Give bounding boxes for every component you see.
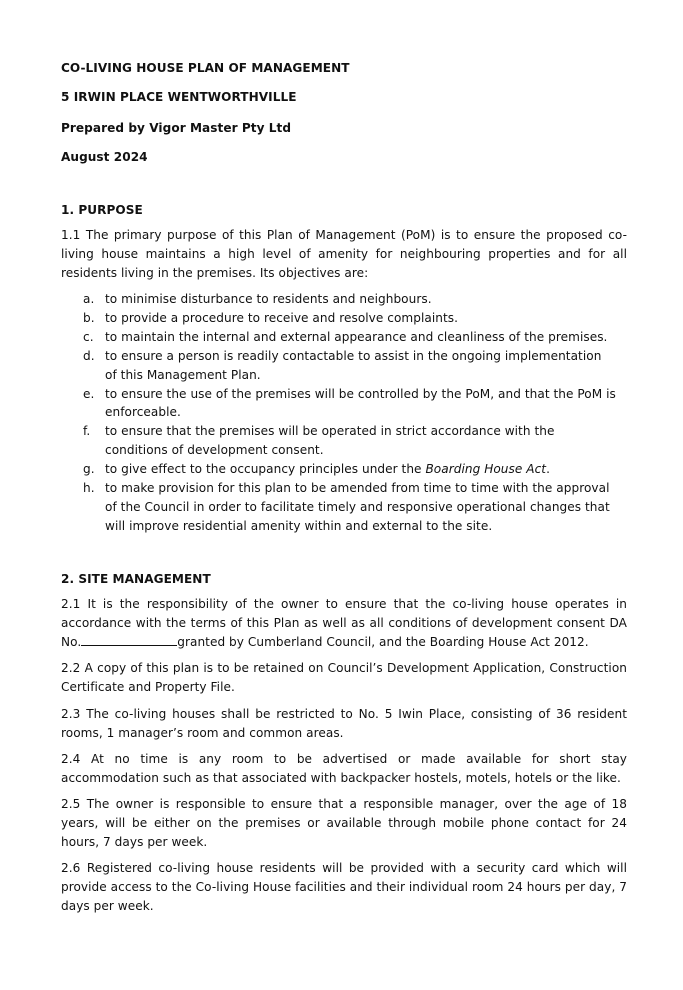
paragraph-2-6: 2.6 Registered co-living house residents will be provided with a security card which will provide access to the Co-living House facilities and their individual room 24 hours per day, 7 days per week. bbox=[61, 861, 627, 913]
paragraph-2-1-start: 2.1 It is the responsibility of the owner to ensure that the co-living house operates in accordance with the terms of this Plan as well as all conditions of development consent DA No. bbox=[61, 597, 627, 649]
section-2-heading: 2. SITE MANAGEMENT bbox=[61, 572, 211, 586]
document-date: August 2024 bbox=[61, 150, 148, 164]
paragraph-2-1-end: granted by Cumberland Council, and the Boarding House Act 2012. bbox=[177, 635, 589, 649]
list-item bbox=[61, 347, 627, 385]
da-number-blank bbox=[81, 633, 177, 646]
list-item bbox=[61, 422, 627, 460]
list-item-text: to make provision for this plan to be amended from time to time with the approval of the Council in order to facilitate timely and responsive operational changes that will improve residential amenity within and external to the site. bbox=[105, 481, 610, 533]
list-item-text: to ensure a person is readily contactable to assist in the ongoing implementation of this Management Plan. bbox=[105, 348, 602, 382]
list-marker: d. bbox=[83, 348, 95, 363]
act-name: Boarding House Act bbox=[425, 462, 547, 477]
list-marker: c. bbox=[83, 329, 94, 344]
list-item bbox=[61, 460, 627, 479]
list-item bbox=[61, 385, 627, 423]
list-item-text: to minimise disturbance to residents and neighbours. bbox=[105, 292, 432, 306]
list-item-text-wrapper bbox=[105, 460, 617, 479]
list-item-text: to maintain the internal and external appearance and cleanliness of the premises. bbox=[105, 329, 608, 344]
list-marker: b. bbox=[83, 310, 95, 325]
document-address: 5 IRWIN PLACE WENTWORTHVILLE bbox=[61, 90, 297, 104]
list-item-text: to ensure that the premises will be operated in strict accordance with the conditions of development consent. bbox=[105, 424, 555, 458]
section-1-heading: 1. PURPOSE bbox=[61, 203, 143, 217]
paragraph-2-2: 2.2 A copy of this plan is to be retained on Council’s Development Application, Construction Certificate and Property File. bbox=[61, 661, 627, 694]
list-item bbox=[61, 290, 627, 309]
prepared-by: Prepared by Vigor Master Pty Ltd bbox=[61, 121, 292, 135]
list-item-text: to ensure the use of the premises will be controlled by the PoM, and that the PoM is enforceable. bbox=[105, 386, 616, 420]
section-1-intro: 1.1 The primary purpose of this Plan of Management (PoM) is to ensure the proposed co-living house maintains a high level of amenity for neighbouring properties and for all residents living in the premises. Its objectives are: bbox=[61, 228, 627, 280]
list-marker: g. bbox=[83, 462, 95, 477]
list-item-text: to provide a procedure to receive and resolve complaints. bbox=[105, 310, 459, 325]
list-item-end: . bbox=[546, 462, 550, 477]
list-item bbox=[61, 328, 627, 347]
list-marker: h. bbox=[83, 481, 95, 496]
list-item-text: to give effect to the occupancy principles under the bbox=[105, 462, 426, 477]
list-marker: e. bbox=[83, 386, 95, 401]
objectives-list bbox=[61, 290, 627, 536]
paragraph-2-1 bbox=[61, 595, 627, 652]
paragraph-2-4: 2.4 At no time is any room to be advertised or made available for short stay accommodation such as that associated with backpacker hostels, motels, hotels or the like. bbox=[61, 752, 627, 785]
list-marker: a. bbox=[83, 292, 95, 306]
document-title: CO-LIVING HOUSE PLAN OF MANAGEMENT bbox=[61, 61, 350, 75]
list-item bbox=[61, 479, 627, 536]
paragraph-2-3: 2.3 The co-living houses shall be restricted to No. 5 Iwin Place, consisting of 36 resident rooms, 1 manager’s room and common areas. bbox=[61, 707, 627, 740]
list-marker: f. bbox=[83, 424, 91, 439]
paragraph-2-5: 2.5 The owner is responsible to ensure that a responsible manager, over the age of 18 years, will be either on the premises or available through mobile phone contact for 24 hours, 7 days per week. bbox=[61, 797, 627, 849]
list-item bbox=[61, 309, 627, 328]
